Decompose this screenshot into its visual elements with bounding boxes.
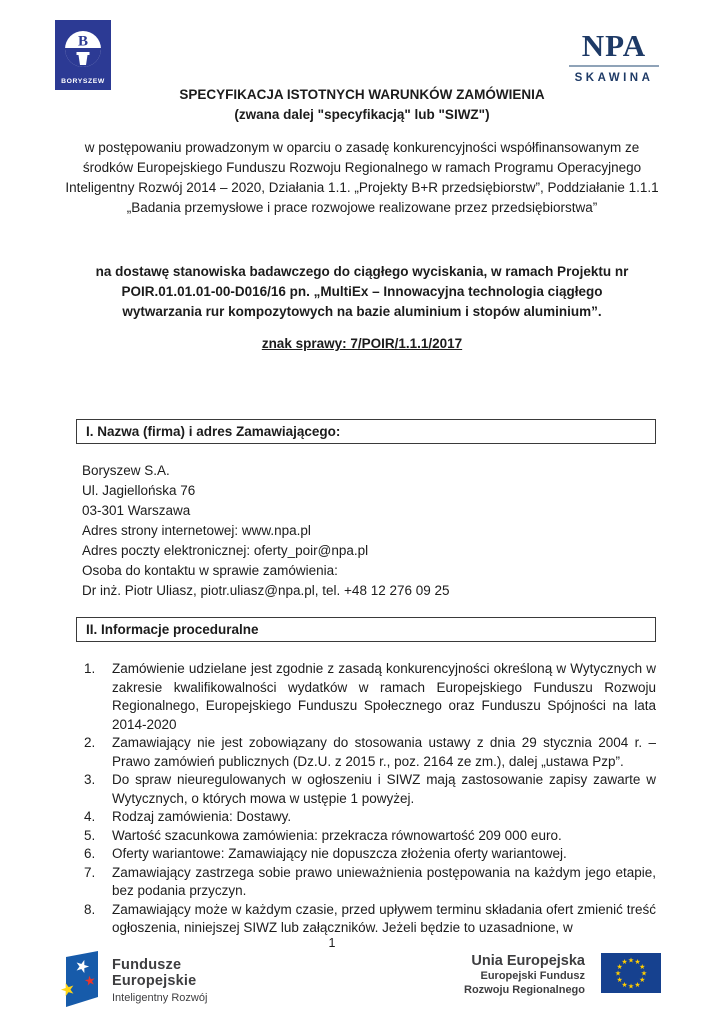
case-reference: znak sprawy: 7/POIR/1.1.1/2017: [261, 336, 463, 351]
fundusze-star-white-icon: ★: [71, 955, 93, 978]
list-item-text: Zamawiający nie jest zobowiązany do stosowania ustawy z dnia 29 stycznia 2004 r. – Prawo zamówień publicznych (Dz.U. z 2015 r., poz. 2164 ze zm.), dalej „ustawa Pzp”.: [112, 735, 656, 769]
list-item-number: 2.: [84, 735, 96, 750]
svg-text:★: ★: [621, 981, 628, 989]
npa-logo-divider: [569, 65, 659, 67]
address-line: Boryszew S.A.: [82, 463, 170, 478]
address-line: Dr inż. Piotr Uliasz, piotr.uliasz@npa.pl, tel. +48 12 276 09 25: [82, 583, 450, 598]
document-title-line2: (zwana dalej "specyfikacją" lub "SIWZ"): [234, 107, 490, 122]
list-item-number: 4.: [84, 809, 96, 824]
list-item-number: 7.: [84, 864, 96, 880]
svg-text:★: ★: [616, 964, 623, 971]
address-line: 03-301 Warszawa: [82, 503, 191, 518]
unia-europejska-logo: [464, 950, 664, 997]
fundusze-line3: Inteligentny Rozwój: [112, 992, 208, 1004]
boryszew-emblem-icon: [55, 20, 111, 90]
list-item-text: Zamówienie udzielane jest zgodnie z zasadą konkurencyjności określoną w Wytycznych w zakresie kwalifikowalności wydatków w ramach Europejskiego Funduszu Rozwoju Regionalnego, Europejskiego Funduszu Społecznego oraz Funduszu Spójności na lata 2014-2020: [112, 661, 656, 732]
list-item-text: Do spraw nieuregulowanych w ogłoszeniu i SIWZ mają zastosowanie zapisy zawarte w Wytycznych, o których mowa w ustępie 1 powyżej.: [112, 772, 656, 806]
section2-heading: II. Informacje proceduralne: [76, 617, 656, 642]
list-item-text: Rodzaj zamówienia: Dostawy.: [112, 809, 292, 824]
section1-heading: I. Nazwa (firma) i adres Zamawiającego:: [76, 419, 656, 444]
boryszew-wordmark: BORYSZEW: [61, 78, 105, 85]
ue-logo-text: [464, 950, 585, 997]
list-item-number: 5.: [84, 827, 96, 843]
fundusze-star-red-icon: ★: [82, 972, 97, 989]
fundusze-europejskie-logo: [58, 948, 207, 1010]
svg-text:★: ★: [616, 977, 623, 984]
svg-text:★: ★: [634, 959, 641, 967]
fundusze-star-yellow-icon: ★: [58, 978, 79, 1001]
list-item: [84, 771, 656, 808]
list-item-text: Wartość szacunkowa zamówienia: przekracza równowartość 209 000 euro.: [112, 827, 562, 843]
address-line: Adres poczty elektronicznej: oferty_poir@npa.pl: [82, 543, 369, 558]
npa-logo-subtitle: SKAWINA: [574, 71, 654, 84]
page-number: 1: [328, 936, 336, 950]
ue-line2: Europejski Fundusz: [480, 970, 585, 982]
list-item: [84, 901, 656, 938]
list-item: [84, 845, 656, 864]
svg-text:★: ★: [627, 983, 635, 991]
document-title: [70, 85, 654, 125]
list-item: [84, 808, 656, 827]
npa-skawina-logo: [566, 30, 662, 84]
svg-text:★: ★: [614, 970, 622, 978]
list-item-text: Zamawiający zastrzega sobie prawo unieważnienia postępowania na każdym jego etapie, bez podania przyczyn.: [112, 864, 656, 898]
eu-flag-icon: [598, 950, 664, 996]
boryszew-letter: B: [77, 33, 89, 50]
svg-text:★: ★: [621, 959, 628, 967]
address-line: Adres strony internetowej: www.npa.pl: [82, 523, 311, 538]
list-item-number: 6.: [84, 846, 96, 861]
fundusze-logo-text: [112, 954, 207, 1004]
list-item-number: 8.: [84, 901, 96, 917]
fundusze-line1: Fundusze: [112, 957, 182, 973]
contracting-authority-address: [82, 461, 450, 601]
fundusze-line2: Europejskie: [112, 972, 197, 989]
boryszew-logo: [55, 20, 111, 90]
document-title-line1: SPECYFIKACJA ISTOTNYCH WARUNKÓW ZAMÓWIENIA: [179, 87, 545, 102]
svg-text:★: ★: [639, 964, 646, 971]
svg-text:★: ★: [639, 977, 646, 984]
svg-text:★: ★: [634, 981, 641, 989]
list-item: [84, 734, 656, 771]
subject-paragraph: na dostawę stanowiska badawczego do ciągłego wyciskania, w ramach Projektu nr POIR.01.01.01-00-D016/16 pn. „MultiEx – Innowacyjna technologia ciągłego wytwarzania rur kompozytowych na bazie aluminium i stopów aluminium”.: [95, 264, 629, 319]
intro-paragraph: w postępowaniu prowadzonym w oparciu o zasadę konkurencyjności współfinansowanym ze środków Europejskiego Funduszu Rozwoju Regionalnego w ramach Programu Operacyjnego Inteligentny Rozwój 2014 – 2020, Działania 1.1. „Projekty B+R przedsiębiorstw”, Poddziałanie 1.1.1 „Badania przemysłowe i prace rozwojowe realizowane przez przedsiębiorstwa”: [65, 140, 659, 215]
fundusze-flag-icon: [58, 948, 102, 1010]
list-item-text: Oferty wariantowe: Zamawiający nie dopuszcza złożenia oferty wariantowej.: [112, 846, 567, 861]
ue-line3: Rozwoju Regionalnego: [464, 983, 585, 996]
list-item: [84, 864, 656, 901]
list-item-text: Zamawiający może w każdym czasie, przed upływem terminu składania ofert zmienić treść ogłoszenia, niniejszej SIWZ lub załączników. Jeżeli będzie to uzasadnione, w: [112, 901, 656, 935]
svg-text:★: ★: [640, 970, 648, 978]
list-item-number: 1.: [84, 661, 96, 676]
address-line: Osoba do kontaktu w sprawie zamówienia:: [82, 563, 338, 578]
npa-logo-title: NPA: [581, 28, 647, 63]
list-item: [84, 827, 656, 846]
address-line: Ul. Jagiellońska 76: [82, 483, 196, 498]
list-item-number: 3.: [84, 772, 96, 787]
ue-line1: Unia Europejska: [471, 953, 585, 969]
svg-text:★: ★: [627, 957, 635, 965]
list-item: [84, 660, 656, 734]
procedural-list: [84, 660, 656, 938]
